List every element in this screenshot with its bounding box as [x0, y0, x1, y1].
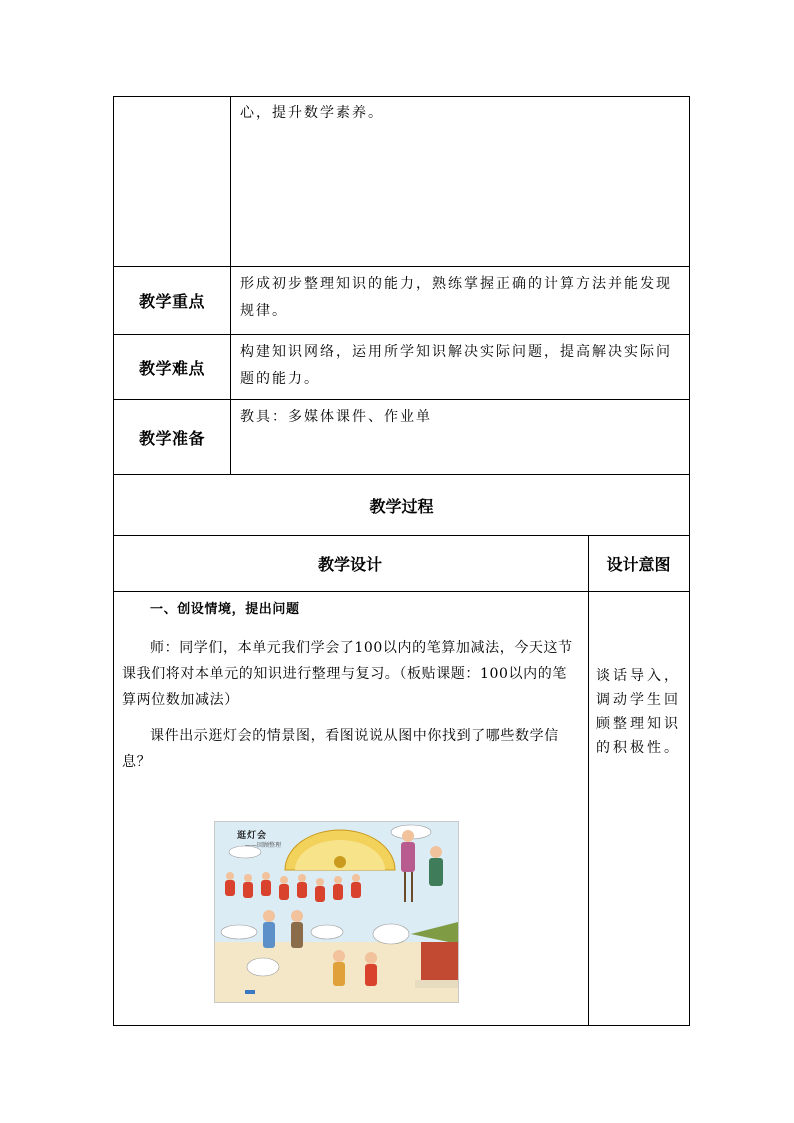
illustration-title: 逛灯会 — [237, 831, 268, 841]
column-divider — [230, 335, 231, 399]
process-title: 教学过程 — [369, 496, 434, 516]
preparation-label: 教学准备 — [138, 428, 205, 448]
intent-column-header: 设计意图 — [606, 555, 671, 574]
objective-continuation-text: 心，提升数学素养。 — [240, 105, 384, 121]
illustration-subtitle: ——回顾整理 — [245, 842, 282, 849]
key-points-text: 形成初步整理知识的能力，熟练掌握正确的计算方法并能发现规律。 — [240, 276, 672, 319]
lantern-fair-illustration — [214, 821, 459, 1003]
column-divider — [230, 267, 231, 334]
design-header-row — [114, 535, 689, 591]
key-points-row — [114, 266, 689, 334]
section-heading: 一、创设情境，提出问题 — [150, 602, 300, 617]
column-divider — [230, 96, 231, 266]
intro-paragraph: 师：同学们，本单元我们学会了100以内的笔算加减法，今天这节课我们将对本单元的知识进行整理与复习。（板贴课题：100以内的笔算两位数加减法） — [122, 640, 573, 708]
column-divider — [230, 400, 231, 474]
lesson-plan-table — [113, 96, 690, 1026]
task-paragraph: 课件出示逛灯会的情景图，看图说说从图中你找到了哪些数学信息？ — [122, 728, 559, 770]
column-divider — [588, 592, 589, 1026]
design-content — [122, 596, 580, 775]
difficulties-row — [114, 334, 689, 399]
preparation-text: 教具：多媒体课件、作业单 — [240, 409, 432, 425]
process-title-row — [114, 474, 689, 535]
objective-continuation-row — [114, 96, 689, 266]
design-intent-text: 谈话导入，调动学生回顾整理知识的积极性。 — [596, 668, 681, 756]
difficulties-label: 教学难点 — [138, 358, 205, 378]
difficulties-text: 构建知识网络，运用所学知识解决实际问题，提高解决实际问题的能力。 — [240, 344, 672, 387]
lantern-fair-scene — [215, 822, 458, 1002]
design-column-header: 教学设计 — [317, 555, 382, 574]
preparation-row — [114, 399, 689, 474]
design-content-row — [114, 591, 689, 1026]
key-points-label: 教学重点 — [138, 292, 205, 311]
